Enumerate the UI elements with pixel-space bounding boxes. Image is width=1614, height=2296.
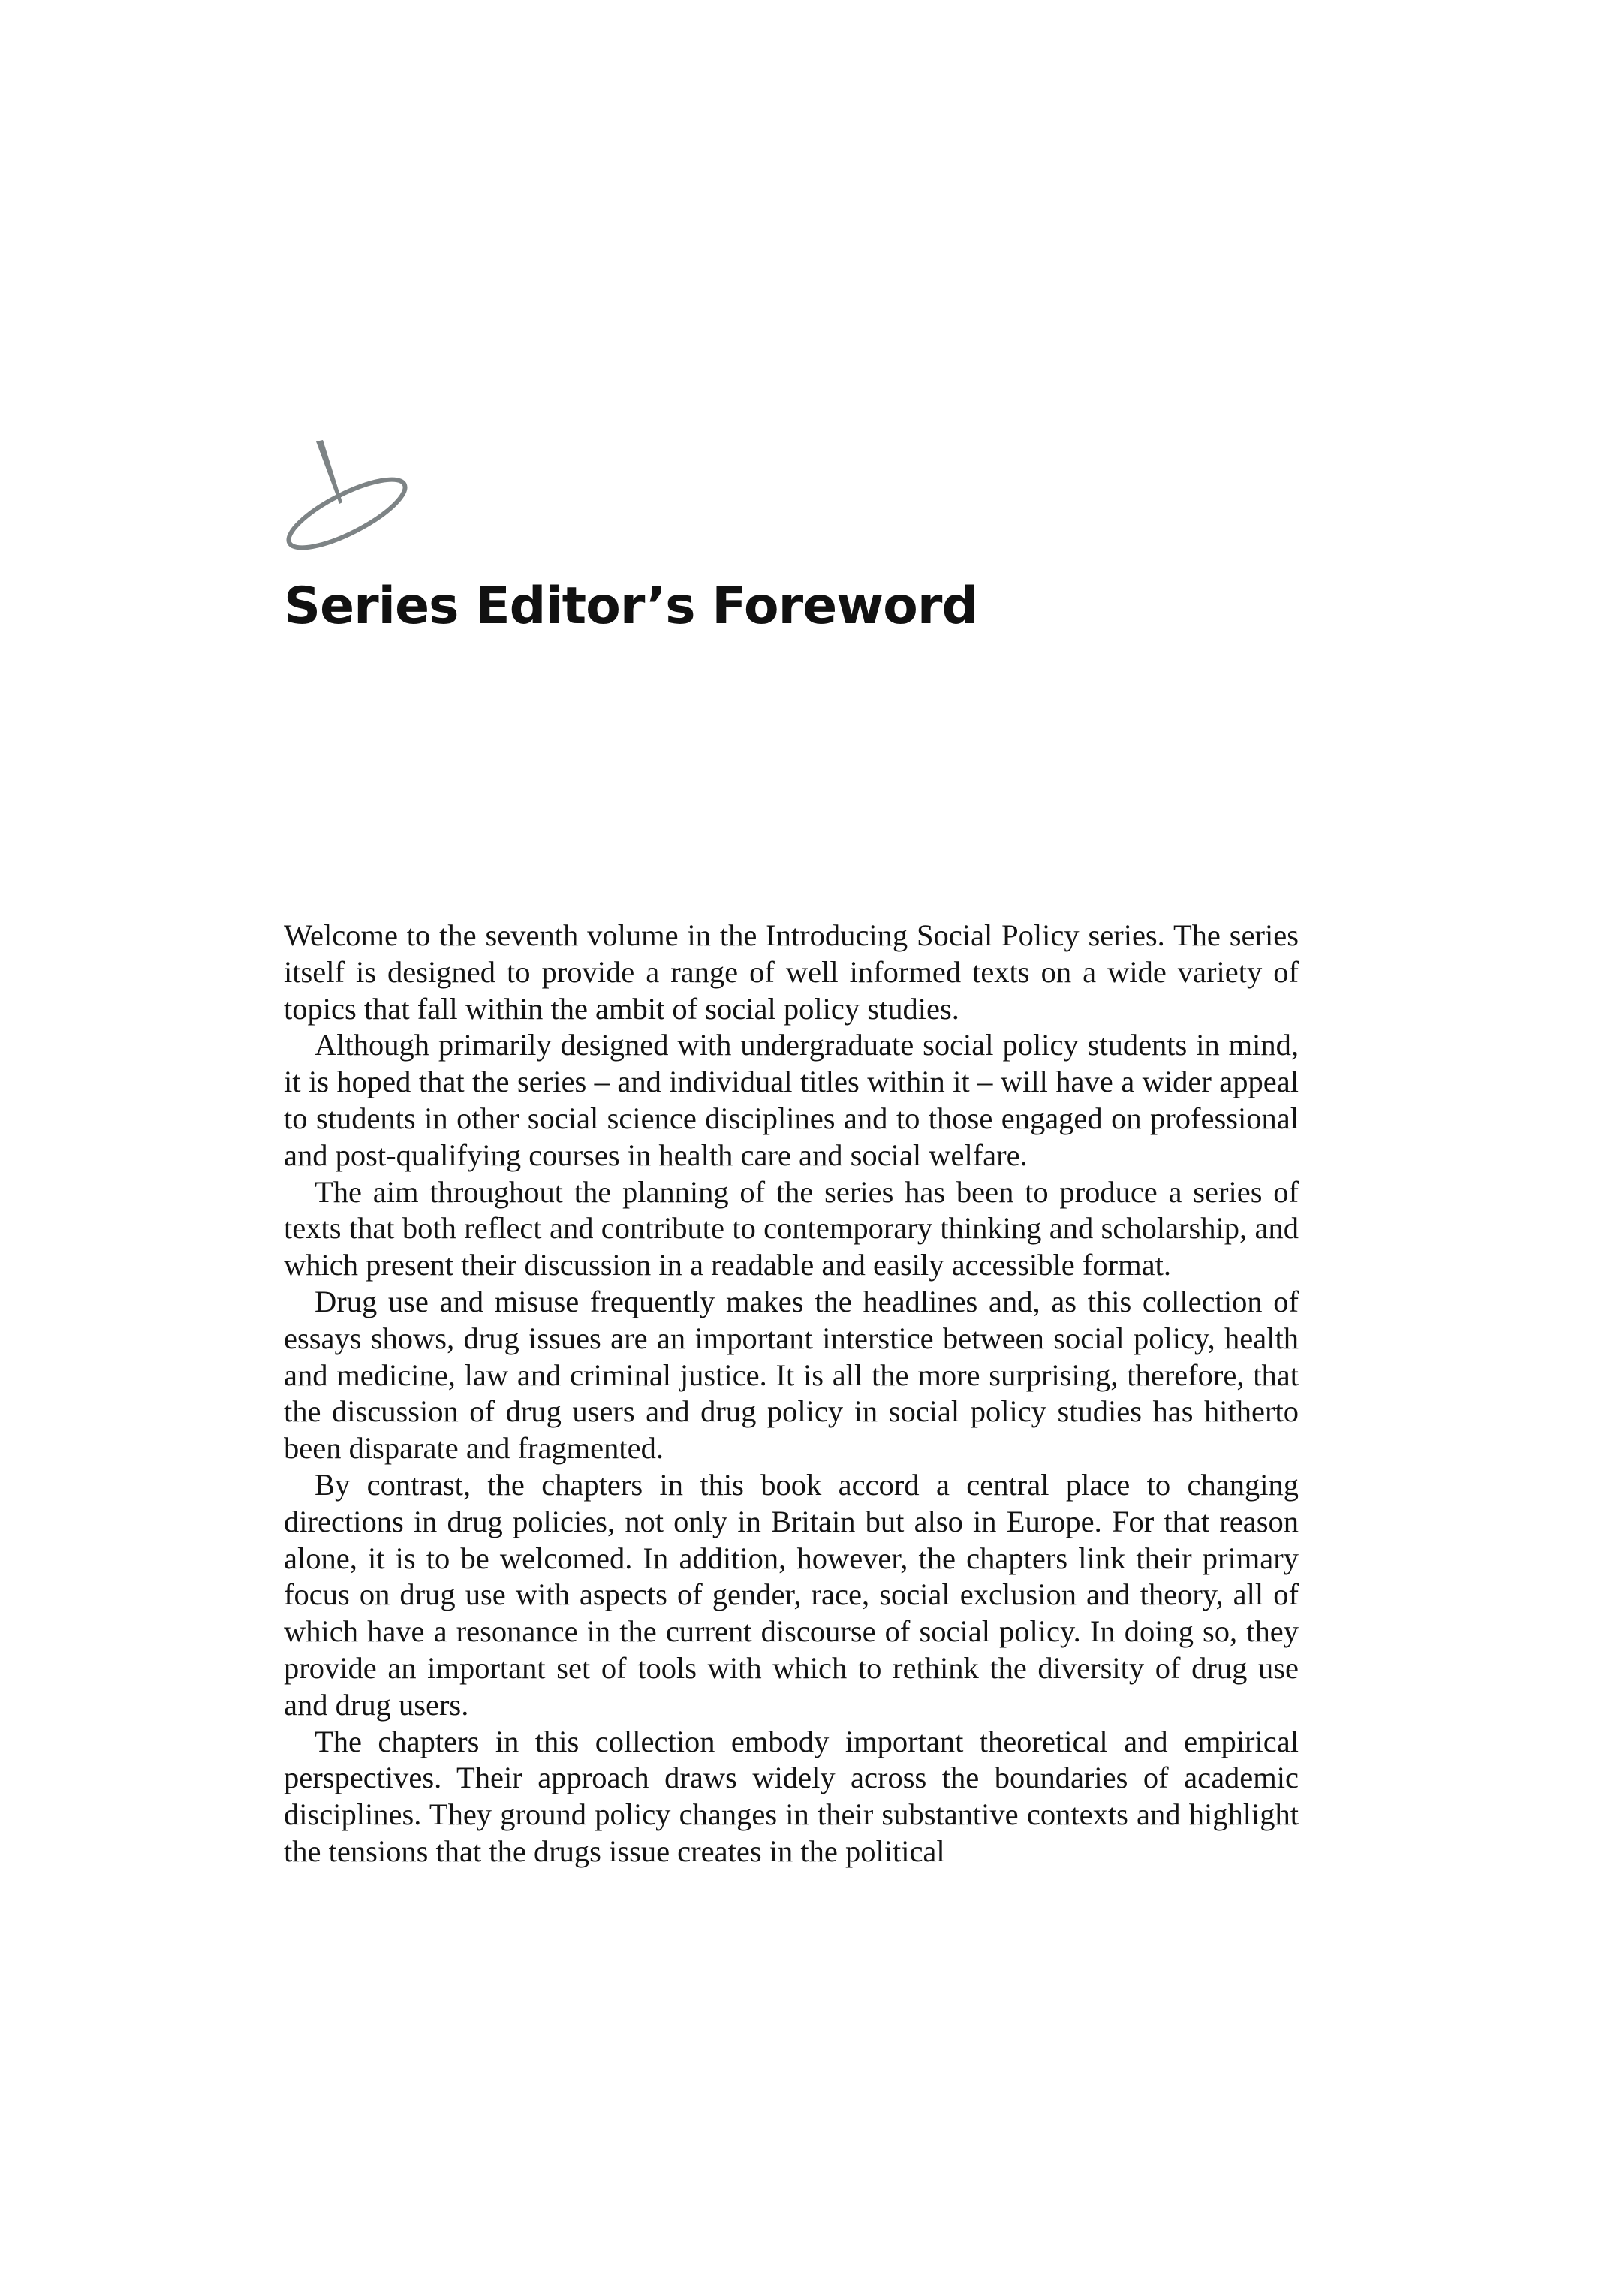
paragraph-drug-use: Drug use and misuse frequently makes the headlines and, as this collection of essays shows, drug issues are an important interstice between social policy, health and medicine, law and criminal justice. It is all the more surprising, therefore, that the discussion of drug users and drug policy in social policy studies has hitherto been disparate and fragmented. — [284, 1284, 1299, 1466]
paragraph-contrast: By contrast, the chapters in this book accord a central place to changing directions in drug policies, not only in Britain but also in Europe. For that reason alone, it is to be welcomed. In addition, however, the chapters link their primary focus on drug use with aspects of gender, race, social exclusion and theory, all of which have a resonance in the current discourse of social policy. In doing so, they provide an important set of tools with which to rethink the diversity of drug use and drug users. — [284, 1467, 1299, 1722]
paragraph-aim: The aim throughout the planning of the series has been to produce a series of texts that both reflect and contribute to contemporary thinking and scholarship, and which present their discussion in a readable and easily accessible format. — [284, 1174, 1299, 1282]
paragraph-audience: Although primarily designed with undergraduate social policy students in mind, it is hoped that the series – and individual titles within it – will have a wider appeal to students in other social science disciplines and to those engaged on professional and post-qualifying courses in health care and social welfare. — [284, 1028, 1299, 1172]
foreword-body — [284, 917, 1299, 1870]
paragraph-perspectives: The chapters in this collection embody important theoretical and empirical perspectives. Their approach draws widely across the boundaries of academic disciplines. They ground policy changes in their substantive contexts and highlight the tensions that the drugs issue creates in the political — [284, 1724, 1299, 1868]
paragraph-intro: Welcome to the seventh volume in the Introducing Social Policy series. The series itself is designed to provide a range of well informed texts on a wide variety of topics that fall within the ambit of social policy studies. — [284, 918, 1299, 1026]
chapter-title: Series Editor’s Foreword — [284, 577, 978, 636]
pen-nib-ellipse-icon — [279, 439, 414, 552]
